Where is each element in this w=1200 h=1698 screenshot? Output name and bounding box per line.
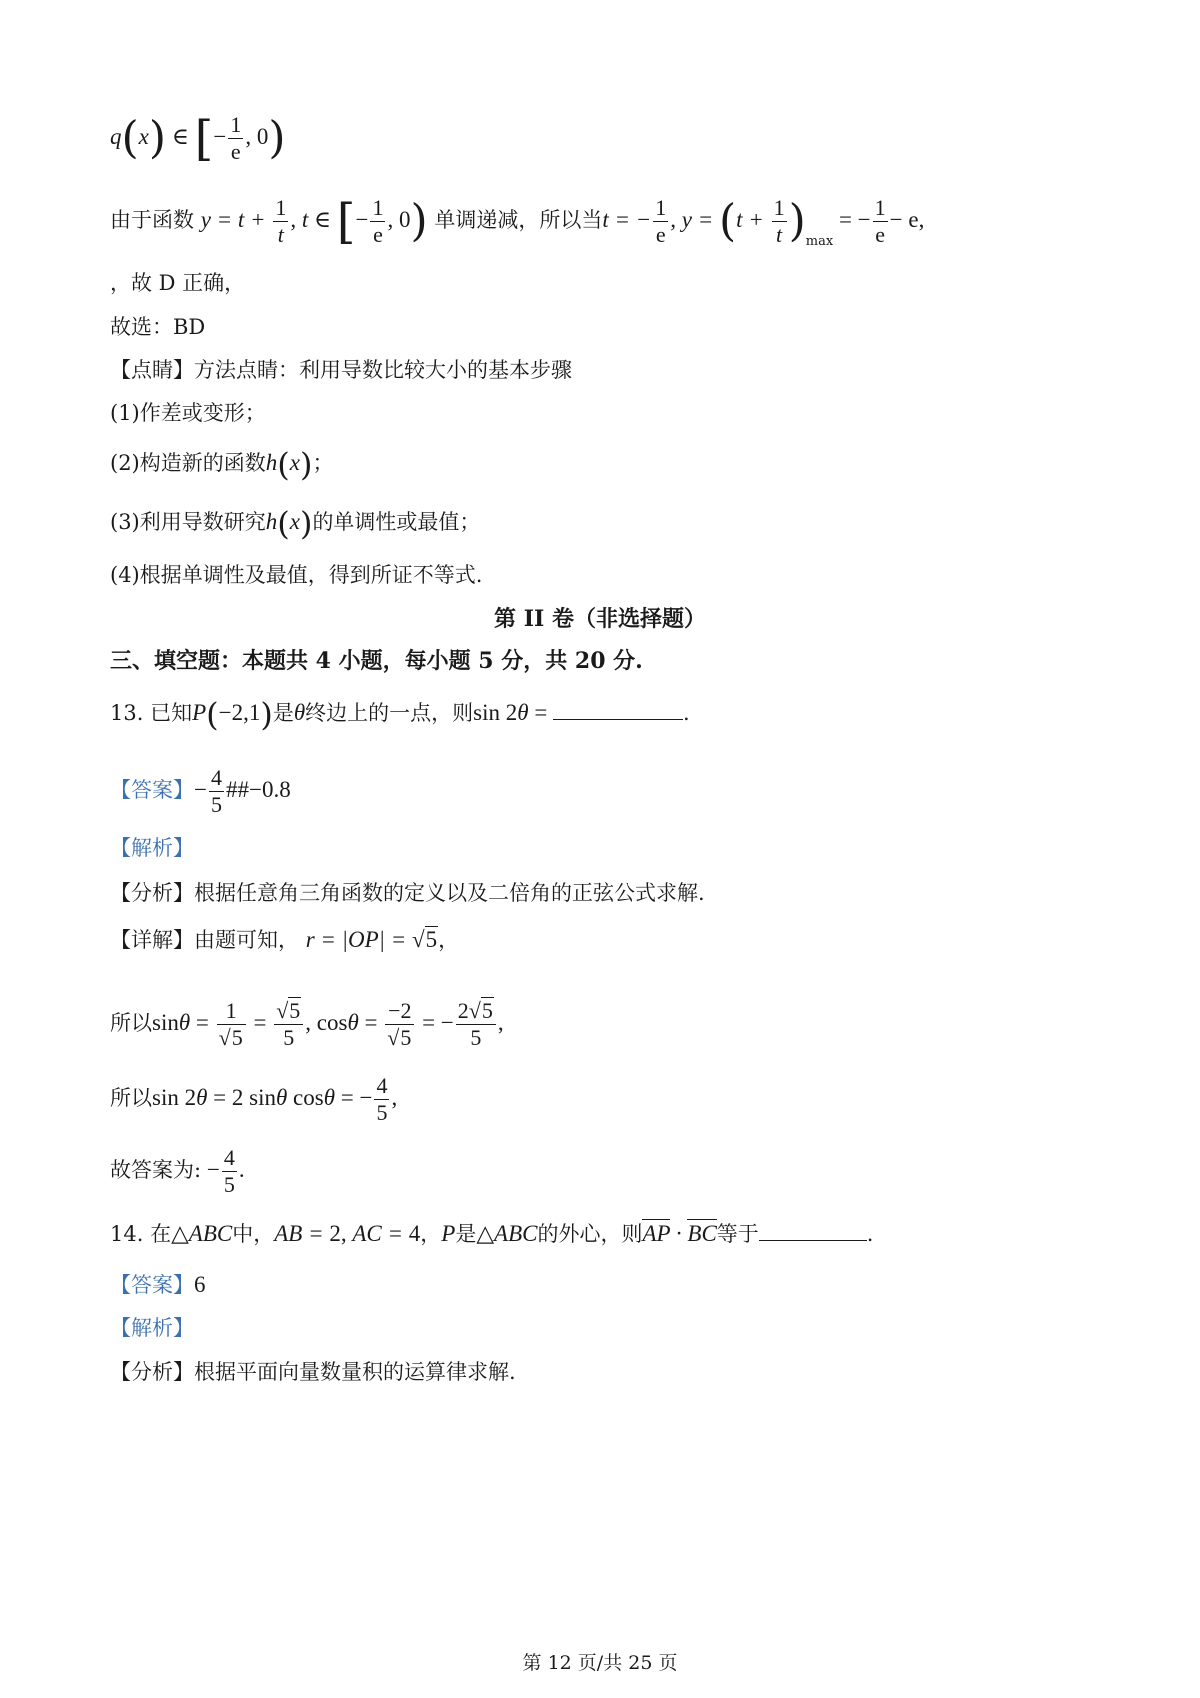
fenxi-14: 【分析】根据平面向量数量积的运算律求解.	[110, 1360, 516, 1384]
question-13: 13. 已知P(−2,1)是θ终边上的一点，则sin 2θ = .	[110, 695, 690, 734]
answer-14: 【答案】6	[110, 1272, 206, 1297]
section-title: 第 II 卷（非选择题）	[494, 606, 706, 632]
analysis-label-14: 【解析】	[110, 1316, 194, 1340]
monotonic-statement: 由于函数 y = t + $\frac{1}{t}$ , t ∈ [− $\frac{1}{e}$ , 0) 单调递减，所以当t = − $\frac{1}{e}$ , y = (t + $\frac{1}{t}$ )$_{max}$ = − $\frac{1}{e}$ − e,	[110, 193, 925, 250]
section-subtitle: 三、填空题：本题共 4 小题，每小题 5 分，共 20 分.	[110, 648, 643, 674]
sin-cos-values: 所以sinθ = $\frac{1}{√5}$ = $\frac{√5}{5}$ , cosθ = $\frac{-2}{√5}$ = − $\frac{2√5}{5}$ ,	[110, 998, 504, 1050]
final-answer-13: 故答案为: − $\frac{4}{5}$ .	[110, 1145, 245, 1197]
analysis-label-13: 【解析】	[110, 836, 194, 860]
step-2: (2)构造新的函数h(x)；	[110, 445, 334, 484]
answer-13: 【答案】− $\frac{4}{5}$ ##−0.8	[110, 765, 291, 817]
answer-blank-14	[759, 1218, 867, 1241]
detail-13: 【详解】由题可知， r = |OP| = √5，	[110, 927, 460, 952]
d-correct: ，故 D 正确，	[110, 271, 246, 295]
choice-answer: 故选：BD	[110, 315, 206, 339]
method-note: 【点睛】方法点睛：利用导数比较大小的基本步骤	[110, 358, 572, 382]
step-1: (1)作差或变形；	[110, 401, 266, 425]
fenxi-13: 【分析】根据任意角三角函数的定义以及二倍角的正弦公式求解.	[110, 881, 705, 905]
step-3: (3)利用导数研究h(x)的单调性或最值；	[110, 504, 481, 543]
question-14: 14. 在△ABC中，AB = 2, AC = 4，P是△ABC的外心，则AP · BC等于 .	[110, 1218, 873, 1249]
range-formula-q: q(x) ∈ [− $\frac{1}{e}$ , 0)	[110, 110, 286, 167]
page-footer: 第 12 页/共 25 页	[522, 1652, 678, 1674]
answer-blank-13	[553, 697, 683, 720]
step-4: (4)根据单调性及最值，得到所证不等式.	[110, 563, 483, 587]
sin2theta-value: 所以sin 2θ = 2 sinθ cosθ = − $\frac{4}{5}$ ,	[110, 1073, 398, 1125]
